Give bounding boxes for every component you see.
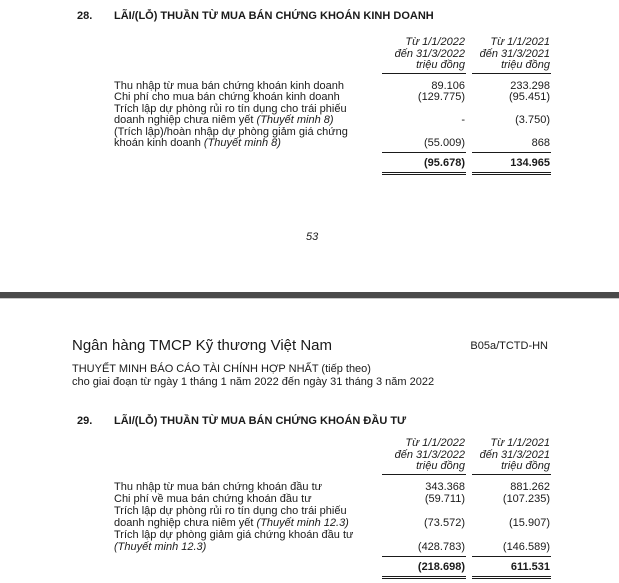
- s28-col1-total-rule-b: [382, 174, 466, 175]
- s29-col1-subtotal-rule: [382, 556, 466, 557]
- s29-col2-subtotal-rule: [472, 556, 551, 557]
- s29-col2-header-rule: [472, 474, 551, 475]
- s28-col2-total-rule-a: [472, 172, 551, 173]
- s28-row-value-2022: (129.775): [417, 91, 465, 103]
- s28-col2-header: Từ 1/1/2021 đến 31/3/2021 triệu đồng: [479, 36, 550, 71]
- s28-row-value-2022: 89.106: [431, 80, 465, 92]
- s28-total-2021: 134.965: [510, 157, 550, 169]
- report-period: cho giai đoạn từ ngày 1 tháng 1 năm 2022 đến ngày 31 tháng 3 năm 2022: [72, 376, 435, 388]
- s29-col1-total-rule-a: [382, 576, 466, 577]
- s29-row-value-2022: 343.368: [425, 481, 465, 493]
- s29-row-label: Trích lập dự phòng giảm giá chứng khoán đầu tư: [114, 529, 354, 541]
- section-29-title: LÃI/(LỖ) THUẦN TỪ MUA BÁN CHỨNG KHOÁN ĐẦU TƯ: [114, 415, 407, 427]
- page-separator-shadow: [0, 298, 619, 299]
- s29-row-label: doanh nghiệp chưa niêm yết (Thuyết minh 12.3): [114, 517, 349, 529]
- s28-row-value-2021: 868: [531, 137, 550, 149]
- s28-row-label: Chi phí cho mua bán chứng khoán kinh doanh: [114, 91, 340, 103]
- s28-row-label: doanh nghiệp chưa niêm yết (Thuyết minh 8): [114, 114, 334, 126]
- s29-row-value-2021: 881.262: [510, 481, 550, 493]
- s29-row-value-2021: (146.589): [502, 541, 550, 553]
- s28-col1-header-rule: [382, 73, 466, 74]
- s29-row-value-2022: (59.711): [424, 493, 465, 505]
- s29-col2-header: Từ 1/1/2021 đến 31/3/2021 triệu đồng: [479, 437, 550, 472]
- s28-col1-subtotal-rule: [382, 152, 466, 153]
- s29-row-label: (Thuyết minh 12.3): [114, 541, 207, 553]
- s29-col2-total-rule-b: [472, 578, 551, 579]
- s29-col2-total-rule-a: [472, 576, 551, 577]
- s28-row-value-2021: (3.750): [515, 114, 550, 126]
- report-subtitle: THUYẾT MINH BÁO CÁO TÀI CHÍNH HỢP NHẤT (tiếp theo): [72, 363, 371, 375]
- s28-row-label: khoán kinh doanh (Thuyết minh 8): [114, 137, 281, 149]
- s28-col2-total-rule-b: [472, 174, 551, 175]
- s29-row-value-2022: (73.572): [424, 517, 465, 529]
- page-number: 53: [306, 231, 319, 243]
- s28-col2-header-rule: [472, 73, 551, 74]
- bank-name: Ngân hàng TMCP Kỹ thương Việt Nam: [72, 337, 333, 354]
- s28-row-value-2022: (55.009): [424, 137, 465, 149]
- s29-row-label: Trích lập dự phòng rủi ro tín dụng cho trái phiếu: [114, 505, 347, 517]
- s29-row-label: Thu nhập từ mua bán chứng khoán đầu tư: [114, 481, 323, 493]
- s29-row-label: Chi phí về mua bán chứng khoán đầu tư: [114, 493, 312, 505]
- s29-row-value-2021: (15.907): [509, 517, 550, 529]
- s29-total-2022: (218.698): [417, 561, 465, 573]
- s28-col1-total-rule-a: [382, 172, 466, 173]
- s28-row-label: (Trích lập)/hoàn nhập dự phòng giảm giá chứng: [114, 126, 348, 138]
- s29-row-value-2022: (428.783): [417, 541, 465, 553]
- s28-col1-header: Từ 1/1/2022 đến 31/3/2022 triệu đồng: [394, 36, 465, 71]
- s28-row-label: Trích lập dự phòng rủi ro tín dụng cho trái phiếu: [114, 103, 347, 115]
- s28-col2-subtotal-rule: [472, 152, 551, 153]
- s29-row-value-2021: (107.235): [502, 493, 550, 505]
- section-28-number: 28.: [77, 10, 93, 22]
- s29-total-2021: 611.531: [510, 561, 550, 573]
- s28-row-value-2021: (95.451): [509, 91, 550, 103]
- s29-col1-total-rule-b: [382, 578, 466, 579]
- s29-col1-header: Từ 1/1/2022 đến 31/3/2022 triệu đồng: [394, 437, 465, 472]
- s28-row-label: Thu nhập từ mua bán chứng khoán kinh doanh: [114, 80, 345, 92]
- section-28-title: LÃI/(LỖ) THUẦN TỪ MUA BÁN CHỨNG KHOÁN KINH DOANH: [114, 10, 434, 22]
- form-code: B05a/TCTD-HN: [470, 340, 548, 352]
- s28-total-2022: (95.678): [424, 157, 465, 169]
- s28-row-value-2021: 233.298: [510, 80, 550, 92]
- section-29-number: 29.: [77, 415, 93, 427]
- s29-col1-header-rule: [382, 474, 466, 475]
- s28-row-value-2022: -: [461, 114, 465, 126]
